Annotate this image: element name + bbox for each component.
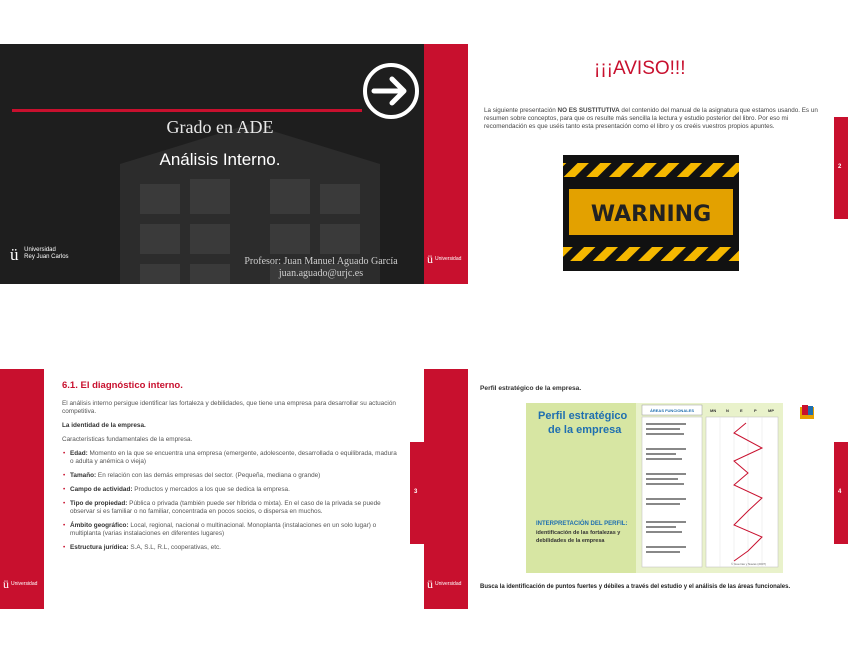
page-number: 2 [838,164,842,170]
strategic-profile-figure [526,403,783,573]
page-number: 4 [838,489,842,495]
slide-subtitle-text: Análisis Interno. [159,150,281,169]
title-underline [12,109,362,112]
warning-text: WARNING [590,202,712,227]
urjc-u-icon: ü [427,252,433,266]
item-label: Estructura jurídica: [70,544,129,551]
left-red-band [424,369,468,609]
item-text: Pública o privada (también puede ser híbrida o mixta). En el caso de la privada se puede observar si es familiar o no familiar, concentrada en pocos socios, o dispersa en muchos. [70,500,381,515]
list-item [70,500,402,516]
slide-heading: Perfil estratégico de la empresa. [480,385,582,392]
university-logo-small [3,577,38,591]
urjc-u-icon: ü [10,244,19,264]
section-body [62,400,402,558]
slide-diagnostic[interactable] [0,369,424,609]
item-text: Momento en la que se encuentra una empresa (emergente, adolescente, desarrollada o equilibrada, madura o adulta y anémica o vieja) [70,450,397,465]
warning-image [563,155,739,271]
scale-p: P [754,408,757,413]
warning-heading: ¡¡¡AVISO!!! [594,58,686,79]
interp-title: INTERPRETACIÓN DEL PERFIL: [536,521,628,527]
item-text: Productos y mercados a los que se dedica la empresa. [132,486,290,493]
interp-text-2: debilidades de la empresa [536,538,605,544]
item-label: Tamaño: [70,472,97,479]
list-item [70,486,402,494]
urjc-u-icon: ü [3,577,9,591]
disclaimer-paragraph [484,107,822,131]
scale-n: N [726,408,729,413]
list-item [70,450,402,466]
university-logo-small [427,252,462,266]
item-text: En relación con las demás empresas del sector. (Pequeña, mediana o grande) [96,472,321,479]
para-bold: NO ES SUSTITUTIVA [557,107,620,114]
university-line-1: Universidad [435,581,462,587]
characteristics-list [62,450,402,552]
slide-title[interactable] [0,44,424,284]
scale-mp: MP [768,408,774,413]
book-icon [798,403,816,421]
item-label: Edad: [70,450,88,457]
slide-warning[interactable] [424,44,848,284]
warning-tape-icon [563,155,739,271]
page-number: 3 [414,489,418,495]
intro-text: El análisis interno persigue identificar las fortaleza y debilidades, que tiene una empresa para desarrollar su actuación competitiva. [62,400,396,415]
identity-heading: La identidad de la empresa. [62,422,146,429]
university-logo-small [427,577,462,591]
slide-footer: Busca la identificación de puntos fuertes y débiles a través del estudio y el análisis de las áreas funcionales. [480,584,791,590]
list-item [70,544,402,552]
left-red-band [424,44,468,284]
professor-info [232,256,410,280]
list-item [70,472,402,480]
arrow-right-icon [362,62,420,120]
professor-email: juan.aguado@urjc.es [278,268,364,279]
item-text: S.A, S.L, R.L, cooperativas, etc. [128,544,221,551]
item-text: Local, regional, nacional o multinacional. Monoplanta (instalaciones en un solo lugar) o multiplanta (varias instalaciones en diferentes lugares) [70,522,377,537]
interp-text-1: identificación de las fortalezas y [536,530,621,536]
left-red-band [0,369,44,609]
university-line-1: Universidad [435,256,462,262]
scale-e: E [740,408,743,413]
item-label: Campo de actividad: [70,486,133,493]
urjc-u-icon: ü [427,577,433,591]
item-label: Ámbito geográfico: [70,522,129,529]
list-item [70,522,402,538]
university-line-1: Universidad [24,247,56,253]
university-logo [10,244,69,264]
slide-strategic-profile[interactable] [424,369,848,609]
profile-diagram [526,403,783,573]
para-part-1: La siguiente presentación [484,107,558,114]
section-heading: 6.1. El diagnóstico interno. [62,380,183,391]
para-part-2: del contenido del manual de la asignatura que estamos usando. Es un resumen sobre conceptos, para que os resulte más sencilla la lectura y estudio posterior del libro. Por eso mi recomendación es que uséis tanto esta presentación como el libro y os creéis vuestros propios apuntes. [484,107,818,130]
university-line-2: Rey Juan Carlos [24,254,69,260]
cols-head: ÁREAS FUNCIONALES [649,408,695,413]
professor-name: Profesor: Juan Manuel Aguado García [244,256,398,267]
figure-credit: © Guerras y Navas (2007) [731,562,767,566]
figure-title: Perfil estratégico [538,410,628,422]
characteristics-text: Características fundamentales de la empresa. [62,436,193,443]
figure-title-line-2: de la empresa [548,424,622,436]
item-label: Tipo de propiedad: [70,500,128,507]
university-line-1: Universidad [11,581,38,587]
slide-title-text: Grado en ADE [166,117,274,137]
scale-mn: MN [710,408,717,413]
